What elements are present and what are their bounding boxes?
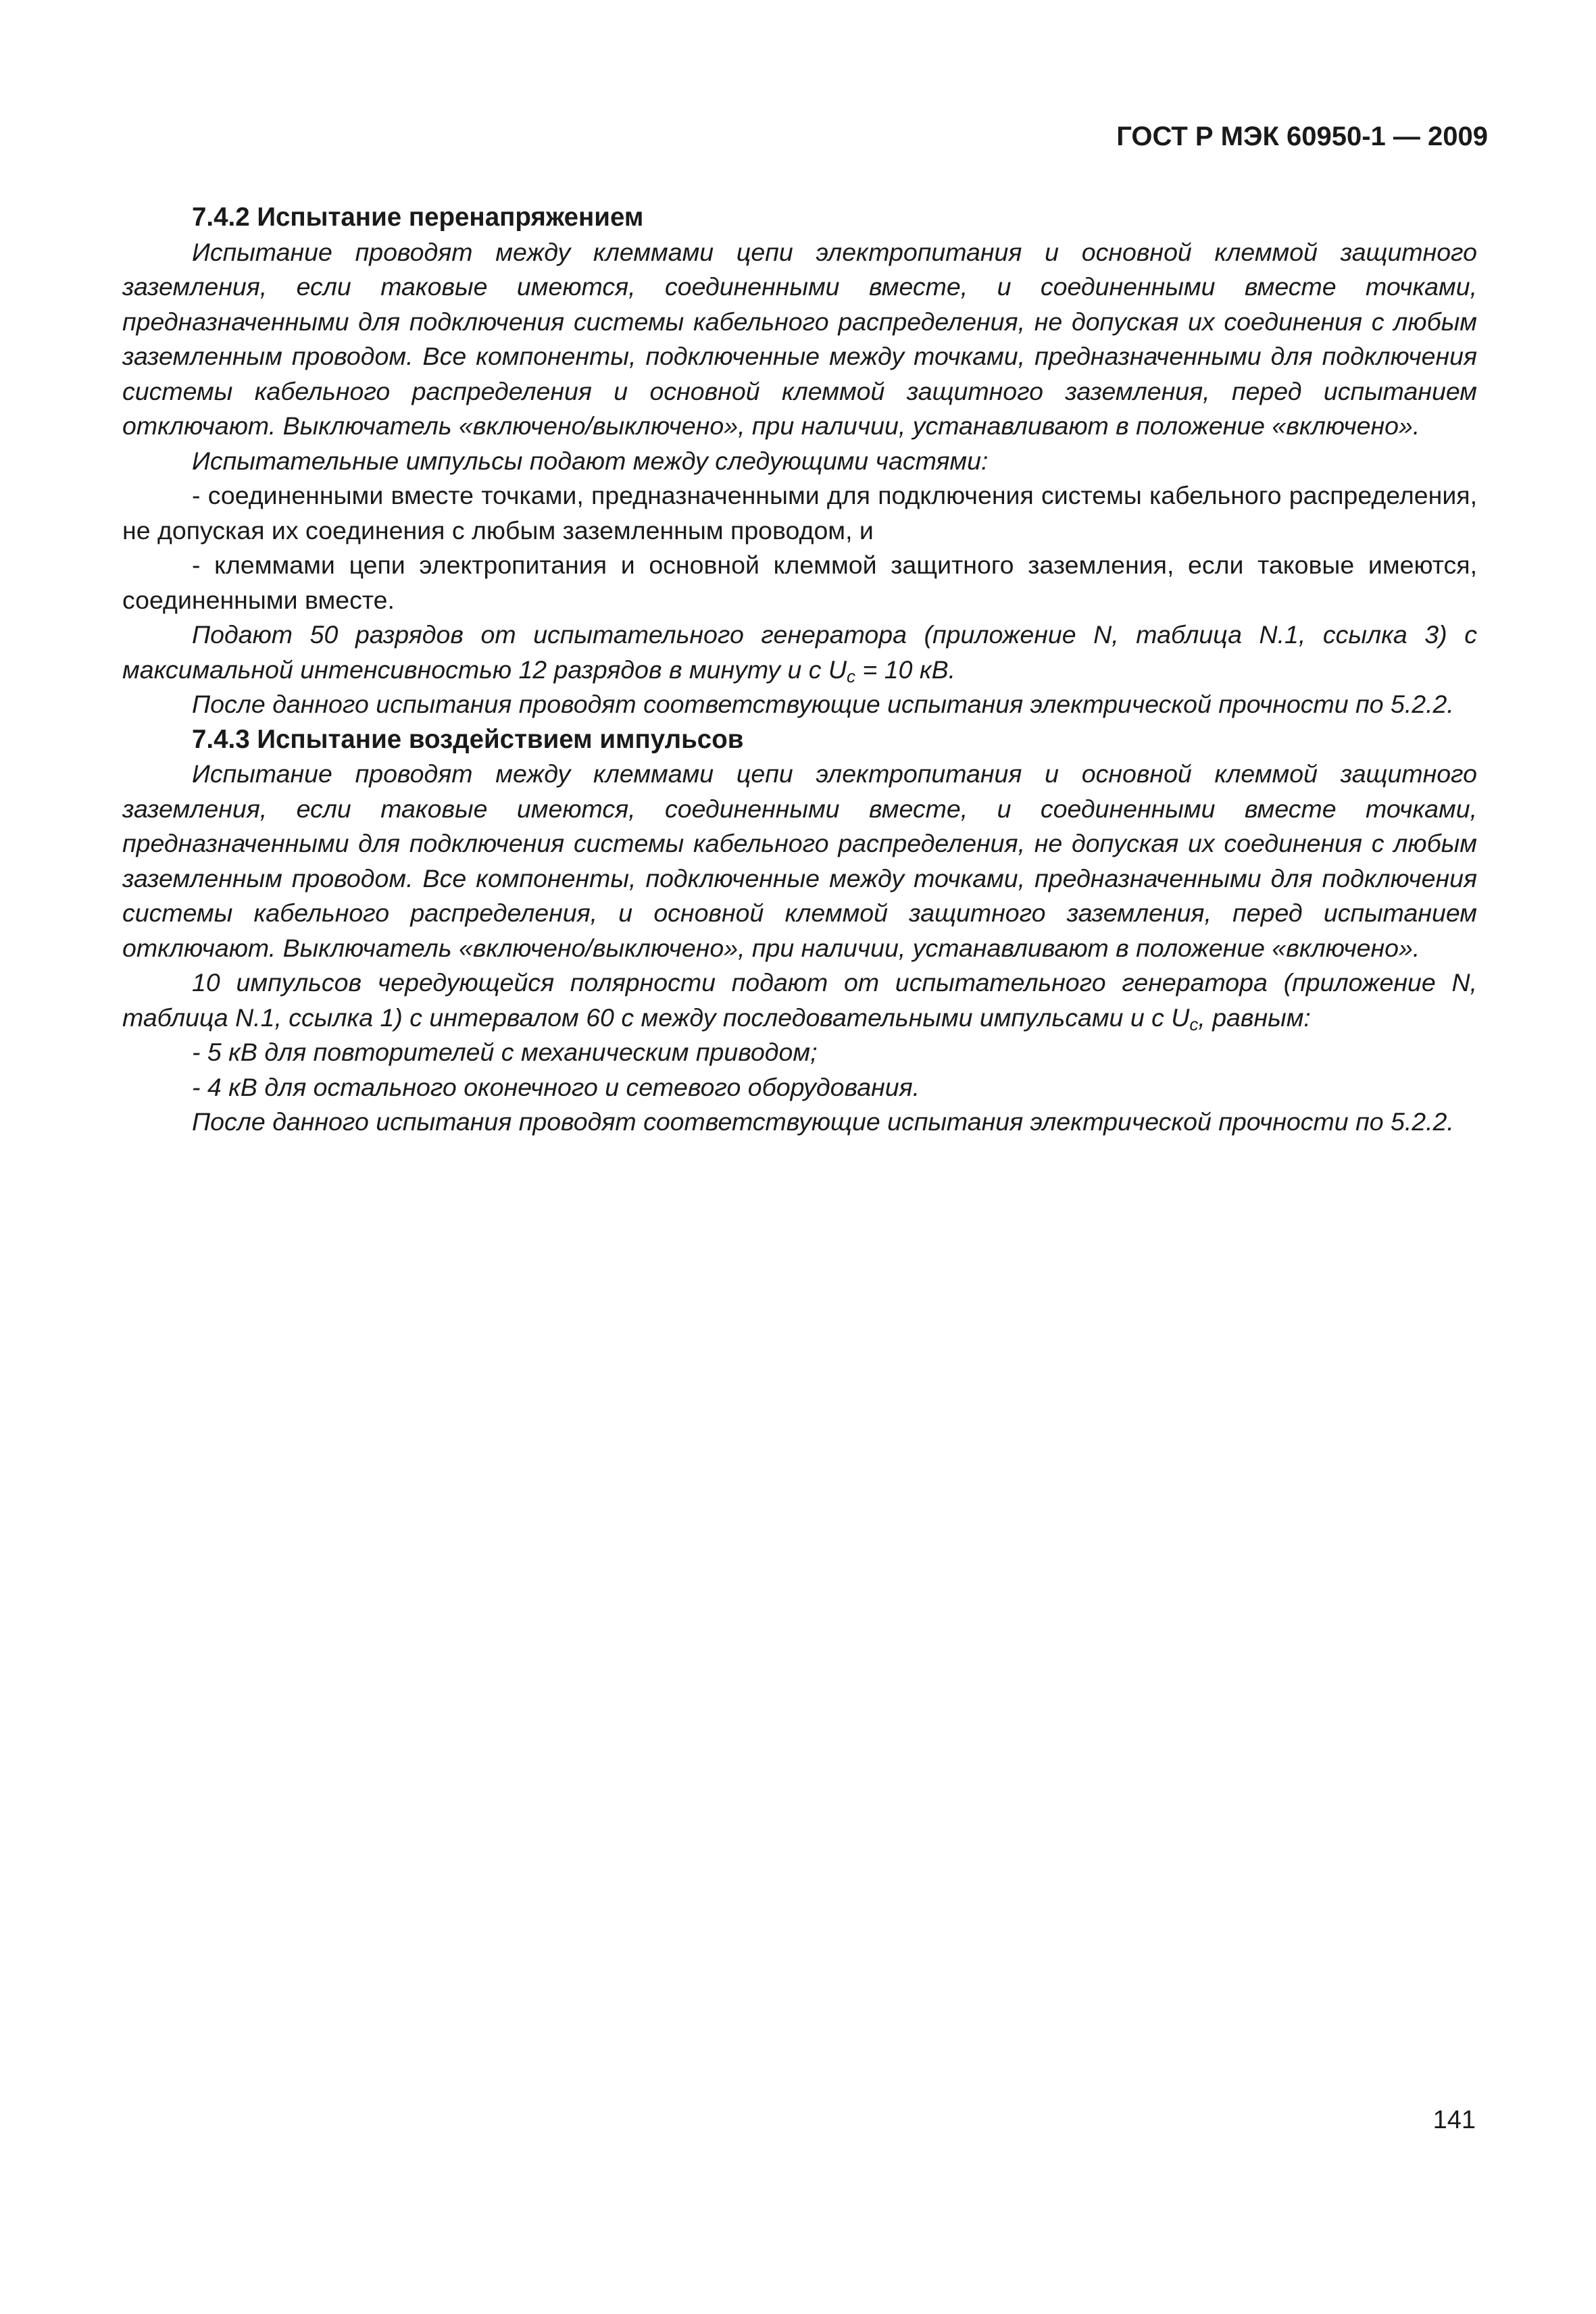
paragraph-text: = 10 кВ. <box>855 655 956 684</box>
section-heading-7-4-3: 7.4.3 Испытание воздействием импульсов <box>192 724 744 754</box>
paragraph-text: Подают 50 разрядов от испытательного генератора (приложение N, таблица N.1, ссылка 3) с максимальной интенсивностью 12 разрядов в минуту и с U <box>122 620 1477 684</box>
list-item: - соединенными вместе точками, предназначенными для подключения системы кабельного распределения, не допуская их соединения с любым заземленным проводом, и <box>122 481 1477 545</box>
paragraph: Испытание проводят между клеммами цепи электропитания и основной клеммой защитного заземления, если таковые имеются, соединенными вместе, и соединенными вместе точками, предназначенными для подключения системы кабельного распределения, не допуская их соединения с любым заземленным проводом. Все компоненты, подключенные между точками, предназначенными для подключения системы кабельного распределения, и основной клеммой защитного заземления, перед испытанием отключают. Выключатель «включено/выключено», при наличии, устанавливают в положение «включено». <box>122 759 1477 962</box>
list-item: - 4 кВ для остального оконечного и сетевого оборудования. <box>192 1072 920 1101</box>
paragraph <box>122 618 1477 687</box>
subscript: c <box>847 665 855 686</box>
paragraph: Испытательные импульсы подают между следующими частями: <box>192 446 989 475</box>
paragraph-text: 10 импульсов чередующейся полярности подают от испытательного генератора (приложение N, таблица N.1, ссылка 1) с интервалом 60 с между последовательными импульсами и с U <box>122 968 1477 1032</box>
paragraph: После данного испытания проводят соответствующие испытания электрической прочности по 5.2.2. <box>192 1107 1454 1136</box>
paragraph <box>122 965 1477 1035</box>
paragraph: Испытание проводят между клеммами цепи электропитания и основной клеммой защитного заземления, если таковые имеются, соединенными вместе, и соединенными вместе точками, предназначенными для подключения системы кабельного распределения, не допуская их соединения с любым заземленным проводом. Все компоненты, подключенные между точками, предназначенными для подключения системы кабельного распределения и основной клеммой защитного заземления, перед испытанием отключают. Выключатель «включено/выключено», при наличии, устанавливают в положение «включено». <box>122 237 1477 440</box>
list-item: - клеммами цепи электропитания и основной клеммой защитного заземления, если таковые имеются, соединенными вместе. <box>122 551 1477 614</box>
paragraph: После данного испытания проводят соответствующие испытания электрической прочности по 5.2.2. <box>192 690 1454 718</box>
document-code: ГОСТ Р МЭК 60950-1 — 2009 <box>1116 122 1488 151</box>
page-body <box>122 200 1477 1140</box>
page-number: 141 <box>1432 2106 1476 2134</box>
section-heading-7-4-2: 7.4.2 Испытание перенапряжением <box>192 203 644 232</box>
list-item: - 5 кВ для повторителей с механическим приводом; <box>192 1038 818 1066</box>
subscript: c <box>1189 1013 1199 1034</box>
paragraph-text: , равным: <box>1198 1003 1311 1032</box>
